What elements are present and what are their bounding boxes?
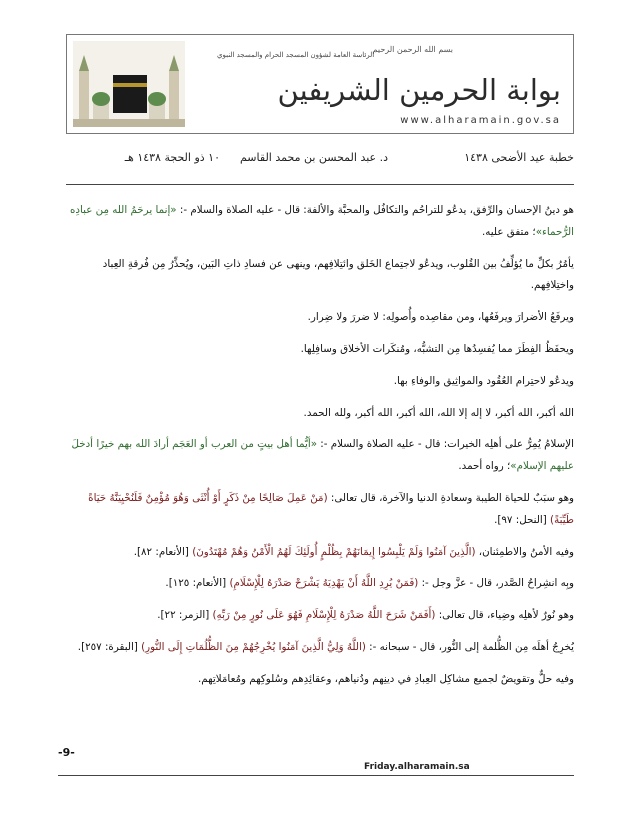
paragraph: ويحفَظُ الفِطَرَ مما يُفسِدُها مِن التشبُّه، ومُنكَرات الأخلاق وسافِلِها.: [300, 342, 574, 355]
header-divider: [66, 184, 574, 185]
paragraph: وفيه حلٌّ وتقويضٌ لجميع مشاكِل العِبادِ في دينِهم ودُنياهم، وعقائِدِهم وسُلوكِهم ومُعامَلاتِهم.: [198, 672, 574, 685]
banner-url: www.alharamain.gov.sa: [400, 115, 561, 126]
banner-title: بوابة الحرمين الشريفين: [277, 73, 561, 107]
paragraph: يأمُرُ بكلِّ ما يُؤلِّفُ بين القُلوب، ويدعُو لاجتِماع الخَلق وائتِلافِهم، وينهى عن فسادِ ذاتِ البَين، ويُحذِّرُ مِن فُرقةِ العِباد واختِلافِهم.: [102, 257, 574, 292]
footer-divider: [58, 775, 574, 776]
kaaba-mosque-image: [73, 41, 185, 127]
site-banner: [66, 34, 574, 134]
paragraph: وفيه الأمنُ والاطمِئنان، (الَّذِينَ آمَنُوا وَلَمْ يَلْبِسُوا إِيمَانَهُمْ بِظُلْمٍ أُولَئِكَ لَهُمُ الْأَمْنُ وَهُمْ مُهْتَدُونَ) [الأنعام: ٨٢].: [133, 545, 574, 558]
paragraph: وبِه انشِراحُ الصَّدر، قال - عزَّ وجل -: (فَمَنْ يُرِدِ اللَّهُ أَنْ يَهْدِيَهُ يَشْرَحْ صَدْرَهُ لِلْإِسْلَامِ) [الأنعام: ١٢٥].: [165, 577, 574, 590]
paragraph: ويرفَعُ الأضرارَ ويرفَعُها، ومن مقاصِده وأُصولِه: لا ضررَ ولا ضِرار.: [307, 311, 574, 324]
banner-org-name: الرئاسة العامة لشؤون المسجد الحرام والمسجد النبوي: [217, 51, 375, 59]
footer-site: Friday.alharamain.sa: [364, 762, 470, 772]
page-number: -9-: [58, 746, 75, 759]
imam-name: د. عبد المحسن بن محمد القاسم: [239, 151, 388, 164]
banner-basmala: بسم الله الرحمن الرحيم: [372, 45, 453, 54]
paragraph: وهو سبَبٌ للحياة الطيبة وسعادةِ الدنيا والآخرة، قال تعالى: (مَنْ عَمِلَ صَالِحًا مِنْ ذَكَرٍ أَوْ أُنْثَى وَهُوَ مُؤْمِنٌ فَلَنُحْيِيَنَّهُ حَيَاةً طَيِّبَةً) [النحل: ٩٧].: [88, 491, 574, 526]
paragraph: الإسلامُ يُمِرُّ على أهلِه الخيرات: قال - عليه الصلاة والسلام -: «أيُّما أهل بيتٍ من العرب أو العَجَم أرادَ الله بهم خيرًا أدخلَ عليهم الإسلام»؛ رواه أحمد.: [71, 438, 574, 473]
paragraph: وهو نُورٌ لأهلِه وضِياء، قال تعالى: (أَفَمَنْ شَرَحَ اللَّهُ صَدْرَهُ لِلْإِسْلَامِ فَهُوَ عَلَى نُورٍ مِنْ رَبِّهِ) [الزمر: ٢٢].: [157, 609, 574, 622]
sermon-header: [66, 151, 574, 171]
paragraph: هو دينُ الإحسان والرِّفق، يدعُو للتراحُم والتكافُل والمحبَّة والألفة: قال - عليه الصلاة والسلام -: «إنما يرحَمُ الله مِن عبادِه الرُّحماء»؛ متفق عليه.: [69, 204, 574, 238]
sermon-date: ١٠ ذو الحجة ١٤٣٨ هـ: [124, 151, 220, 164]
sermon-title: خطبة عيد الأضحى ١٤٣٨: [464, 151, 574, 164]
paragraph: يُخرِجُ أهلَه مِن الظُّلمة إلى النُّور، قال - سبحانه -: (اللَّهُ وَلِيُّ الَّذِينَ آمَنُوا يُخْرِجُهُمْ مِنَ الظُّلُمَاتِ إِلَى النُّورِ) [البقرة: ٢٥٧].: [77, 640, 574, 653]
paragraph: الله أكبر، الله أكبر، لا إله إلا الله، الله أكبر، الله أكبر، ولله الحمد.: [303, 406, 574, 419]
paragraph: ويدعُو لاحتِرام العُقُود والمواثِيق والوفاءِ بها.: [393, 374, 574, 387]
sermon-body: [62, 200, 574, 701]
